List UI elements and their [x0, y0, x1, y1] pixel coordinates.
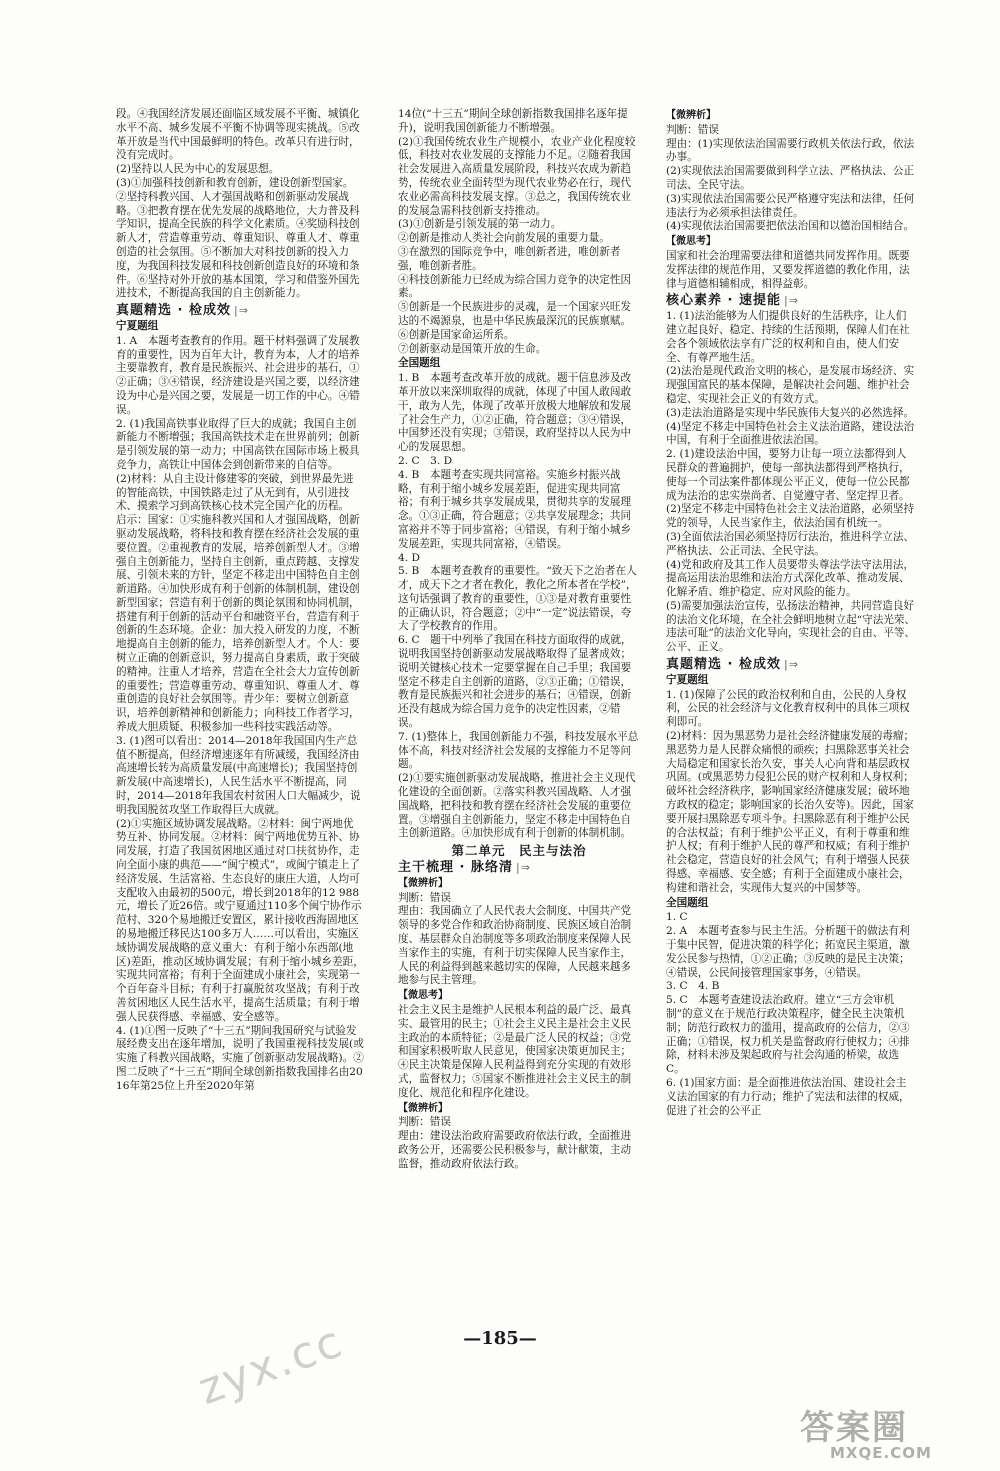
- paragraph: (3)①创新是引领发展的第一动力。: [398, 218, 562, 231]
- answer-item: (2)①要实施创新驱动发展战略，推进社会主义现代化建设的全面创新。②落实科教兴国战略、人才强国战略，把科技和教育摆在经济社会发展的重要位置。③增强自主创新能力，坚定不移走中国特色自主创新道路。④加快形成有利于创新的体制机制。: [398, 772, 636, 840]
- answer-item: 5. B 本题考查教育的重要性。“致天下之治者在人才，成天下之才者在教化，教化之所本者在学校”，这句话强调了教育的重要性，①③是对教育重要性的正确认识，符合题意；②中“一定”说法错误，夸大了学校教育的作用。: [398, 565, 637, 633]
- paragraph: 理由：建设法治政府需要政府依法行政，全面推进政务公开，还需要公民积极参与，献计献策，主动监督，推动政府依法行政。: [398, 1130, 632, 1170]
- paragraph: (2)①我国传统农业生产规模小，农业产业化程度较低，科技对农业发展的支撑能力不足。②随着我国社会发展进入高质量发展阶段，科技兴农成为新趋势，传统农业全面转型为现代农业势必在行，现代农业必需高科技发展支撑。③总之，我国传统农业的发展急需科技创新支持推动。: [398, 135, 636, 217]
- arrow-icon: |⇒: [784, 294, 799, 308]
- answer-item: 2. (1)建设法治中国，要努力让每一项立法都得到人民群众的普遍拥护，使每一部执法都得到严格执行，使每一个司法案件都体现公平正义，使每一位公民都成为法治的忠实崇尚者、自觉遵守者、坚定捍卫者。: [666, 448, 910, 502]
- section-heading: 主干梳理 · 脉络清 |⇒: [398, 860, 531, 876]
- answer-item: 7. (1)整体上，我国创新能力不强，科技发展水平总体不高，科技对经济社会发展的支撑能力不足等问题。: [398, 730, 639, 771]
- section-heading: 真题精选 · 检成效 |⇒: [666, 657, 799, 673]
- answer-item: (2)法治是现代政治文明的核心，是发展市场经济、实现强国富民的基本保障，是解决社会问题、维护社会稳定、实现社会正义的有效方式。: [666, 365, 915, 405]
- watermark-text: zyx.cc: [191, 1315, 350, 1416]
- arrow-icon: |⇒: [234, 304, 249, 318]
- answer-item: (3)全面依法治国必须坚持厉行法治，推进科学立法、严格执法、公正司法、全民守法。: [666, 530, 915, 557]
- answer-item: (2)①实施区域协调发展战略。②材料：闽宁两地优势互补、协同发展。②材料：闽宁两地优势互补、协同发展，打造了我国贫困地区通过对口扶贫协作，走向全面小康的典范——“闽宁模式”，或闽宁镇走上了经济发展、生活富裕、生态良好的康庄大道，人均可支配收入由最初的500元，增长到2018年的12 988元，增长了近26倍。或宁夏通过110多个闽宁协作示范村、320个易地搬迁安置区，累计接收西海固地区的易地搬迁移民达100多万人……可以看出，实施区域协调发展战略的意义重大：有利于缩小东西部(地区)差距，推动区域协调发展；有利于缩小城乡差距，实现共同富裕；有利于全面建成小康社会，实现第一个百年奋斗目标；有利于打赢脱贫攻坚战；有利于改善贫困地区人民生活水平，提高生活质量；有利于增强人民获得感、幸福感、安全感等。: [116, 817, 364, 1023]
- answer-item: 启示：国家：①实施科教兴国和人才强国战略，创新驱动发展战略，将科技和教育摆在经济社会发展的重要位置。②重视教育的发展，培养创新型人才。③增强自主创新能力，坚持自主创新，重点跨越、支撑发展、引领未来的方针，坚定不移走出中国特色自主创新道路。④加快形成有利于创新的体制机制，建设创新型国家；营造有利于创新的舆论氛围和协同机制，搭建有利于创新的活动平台和融资平台，营造有利于创新的生态环境。企业：加大投入研发的力度，不断地提高自主创新的能力，培养创新型人才。个人：要树立正确的创新意识，努力提高自身素质，敢于突破的精神。注重人才培养，营造在全社会大力宣传创新的重要性；营造尊重劳动、尊重知识、尊重人才、尊重创造的良好社会氛围等。青少年：要树立创新意识，培养创新精神和创新能力；向科技工作者学习，养成大胆质疑、积极参加一些科技实践活动等。: [116, 514, 360, 734]
- arrow-icon: |⇒: [516, 861, 531, 875]
- paragraph: 判断：错误: [666, 123, 719, 136]
- answer-item: 3. C 4. B: [666, 980, 720, 993]
- section-heading: 核心素养 · 速提能 |⇒: [666, 293, 799, 309]
- paragraph: 判断：错误: [398, 891, 451, 904]
- subsection-heading: 全国题组: [666, 896, 709, 909]
- answer-item: 4. (1)①图一反映了“十三五”期间我国研究与试验发展经费支出在逐年增加，说明了我国重视科技发展(或实施了科教兴国战略，实施了创新驱动发展战略)。②图二反映了“十三五”期间全球创新指数我国排名由2016年第25位上升至2020年第: [116, 1024, 364, 1092]
- answer-item: (4)党和政府及其工作人员要带头尊法学法守法用法，提高运用法治思维和法治方式深化改革、推动发展、化解矛盾、维护稳定、应对风险的能力。: [666, 558, 915, 599]
- answer-item: 6. (1)国家方面：是全面推进依法治国、建设社会主义法治国家的有力行动；维护了宪法和法律的权威，促进了社会的公平正: [666, 1076, 910, 1117]
- section-heading: 真题精选 · 检成效 |⇒: [116, 303, 249, 319]
- tag-label: 【微辨析】: [666, 110, 716, 121]
- subsection-heading: 宁夏题组: [116, 319, 159, 332]
- answer-item: 4. B 本题考查实现共同富裕。实施乡村振兴战略，有利于缩小城乡发展差距，促进实现共同富裕；有利于城乡共享发展成果，贯彻共享的发展理念。①③正确，符合题意；②共享发展理念；共同富裕并不等于同步富裕；④错误，有利于缩小城乡发展差距，实现共同富裕，④错误。: [398, 468, 632, 550]
- tag-label: 【微思考】: [666, 236, 716, 248]
- paragraph: 理由：(1)实现依法治国需要行政机关依法行政，依法办事。: [666, 137, 915, 164]
- answer-item: 2. C 3. D: [398, 454, 453, 467]
- paragraph: ③在激烈的国际竞争中，唯创新者进，唯创新者强，唯创新者胜。: [398, 245, 621, 272]
- tag-label: 【微思考】: [398, 990, 448, 1002]
- paragraph: ⑥创新是国家命运所系。: [398, 328, 515, 341]
- paragraph: 国家和社会治理需要法律和道德共同发挥作用。既要发挥法律的规范作用，又要发挥道德的教化作用，法律与道德相辅相成，相得益彰。: [666, 249, 910, 290]
- answer-item: 1. (1)保障了公民的政治权利和自由，公民的人身权利，公民的社会经济与文化教育权利中的具体三项权利即可。: [666, 688, 910, 729]
- subsection-heading: 宁夏题组: [666, 673, 709, 686]
- logo-text: 答案圈: [800, 1408, 908, 1448]
- answer-item: 1. A 本题考查教育的作用。题干材料强调了发展教育的重要性，因为百年大计，教育为本，人才的培养主要靠教育，教育是民族振兴、社会进步的基石，①②正确；③④错误，经济建设是兴国之要，以经济建设为中心是兴国之要，发展是一切工作的中心。④错误。: [116, 334, 360, 416]
- watermark-logo: [800, 1400, 970, 1462]
- subsection-heading: 全国题组: [398, 357, 441, 370]
- paragraph: (2)实现依法治国需要做到科学立法、严格执法、公正司法、全民守法。: [666, 165, 915, 191]
- page-number: —185—: [463, 1328, 537, 1349]
- unit-title: 第二单元 民主与法治: [451, 843, 587, 859]
- answer-item: 5. C 本题考查建设法治政府。建立“三方会审机制”的意义在于规范行政决策程序，健全民主决策机制；防范行政权力的滥用，提高政府的公信力，②③正确；①错误，权力机关是监督政府行使权力；④排除，材料未涉及架起政府与社会沟通的桥梁，故选C。: [666, 994, 910, 1076]
- answer-item: (2)坚定不移走中国特色社会主义法治道路，必须坚持党的领导，人民当家作主，依法治国有机统一。: [666, 503, 915, 530]
- answer-item: (2)材料：从自主设计修建零的突破，到世界最先进的智能高铁，中国铁路走过了从无到有，从引进技术、摸索学习到高铁核心技术完全国产化的历程。: [116, 472, 354, 513]
- paragraph: 理由：我国确立了人民代表大会制度、中国共产党领导的多党合作和政治协商制度、民族区域自治制度、基层群众自治制度等多项政治制度来保障人民当家作主的实施，有利于切实保障人民当家作主，人民的利益得到越来越切实的保障，人民越来越多地参与民主管理。: [398, 905, 632, 987]
- paragraph: ④科技创新能力已经成为综合国力竞争的决定性因素。: [398, 273, 632, 300]
- answer-item: (2)材料：因为黑恶势力是社会经济健康发展的毒瘤；黑恶势力是人民群众痛恨的顽疾；扫黑除恶事关社会大局稳定和国家长治久安，事关人心向背和基层政权巩固。(或黑恶势力侵犯公民的财产权利和人身权利；破坏社会经济秩序，影响国家经济健康发展；破坏地方政权的稳定；影响国家的长治久安等)。因此，国家要开展扫黑除恶专项斗争。扫黑除恶有利于维护公民的合法权益；有利于维护公平正义，有利于尊重和维护人权；有利于维护人民的尊严和权威；有利于维护社会稳定，营造良好的社会风气；有利于增强人民获得感、幸福感、安全感；有利于全面建成小康社会，构建和谐社会，实现伟大复兴的中国梦等。: [666, 730, 915, 894]
- answer-item: 6. C 题干中列举了我国在科技方面取得的成就，说明我国坚持创新驱动发展战略取得了显著成效；说明关键核心技术一定要掌握在自己手里；我国要坚定不移走自主创新的道路，②③正确；①错误，教育是民族振兴和社会进步的基石；④错误，创新还没有越成为综合国力竞争的决定性因素，②错误。: [398, 634, 632, 730]
- answer-item: 4. D: [398, 551, 420, 564]
- paragraph: ⑤创新是一个民族进步的灵魂，是一个国家兴旺发达的不竭源泉，也是中华民族最深沉的民族禀赋。: [398, 301, 632, 327]
- paragraph: (3)①加强科技创新和教育创新，建设创新型国家。②坚持科教兴国、人才强国战略和创新驱动发展战略。③把教育摆在优先发展的战略地位，大力普及科学知识，提高全民族的科学文化素质。④奖励科技创新人才，营造尊重劳动、尊重知识、尊重人才、尊重创造的社会氛围。⑤不断加大对科技创新的投入力度，为我国科技发展和科技创新创造良好的环境和条件。⑥坚持对外开放的基本国策，学习和借鉴外国先进技术，不断提高我国的自主创新能力。: [116, 176, 360, 300]
- paragraph: (4)实现依法治国需要把依法治国和以德治国相结合。: [666, 220, 915, 233]
- logo-domain: MXQE.COM: [830, 1444, 932, 1462]
- paragraph: 社会主义民主是维护人民根本利益的最广泛、最真实、最管用的民主；①社会主义民主是社会主义民主政治的本质特征；②是最广泛人民的权益；③党和国家积极听取人民意见，使国家决策更加民主；④民主决策是保障人民利益得到充分实现的有效形式，监督权力；⑤国家不断推进社会主义民主的制度化、规范化和程序化建设。: [398, 1004, 632, 1099]
- paragraph: 判断：错误: [398, 1116, 451, 1129]
- answer-item: 1. (1)法治能够为人们提供良好的生活秩序，让人们建立起良好、稳定、持续的生活预期，保障人们在社会各个领域依法享有广泛的权利和自由，使人们安全、有尊严地生活。: [666, 310, 910, 364]
- tag-label: 【微辨析】: [398, 1102, 448, 1114]
- paragraph: (3)实现依法治国需要公民严格遵守宪法和法律，任何违法行为必须承担法律责任。: [666, 192, 915, 219]
- paragraph: ⑦创新驱动是国策开放的生命。: [398, 342, 547, 355]
- paragraph: ②创新是推动人类社会向前发展的重要力量。: [398, 232, 610, 245]
- answer-item: (4)坚定不移走中国特色社会主义法治道路，建设法治中国，有利于全面推进依法治国。: [666, 420, 915, 447]
- paragraph: 段。④我国经济发展还面临区域发展不平衡、城镇化水平不高、城乡发展不平衡不协调等现实挑战。⑤改革开放是当代中国最鲜明的特色。改革只有进行时，没有完成时。: [116, 108, 360, 162]
- column-left: [116, 108, 364, 1094]
- paragraph: 14位(“十三五”期间全球创新指数我国排名逐年提升)，说明我国创新能力不断增强。: [398, 108, 628, 134]
- answer-item: (3)走法治道路是实现中华民族伟大复兴的必然选择。: [666, 406, 915, 419]
- arrow-icon: |⇒: [784, 658, 799, 672]
- tag-label: 【微辨析】: [398, 877, 448, 889]
- column-right: [666, 108, 916, 1118]
- answer-item: 2. (1)我国高铁事业取得了巨大的成就；我国自主创新能力不断增强；我国高铁技术走在世界前列；创新是引领发展的第一动力；中国高铁在国际市场上极具竞争力，高铁让中国体会到创新带来的自信等。: [116, 417, 360, 471]
- answer-item: (5)需要加强法治宣传，弘扬法治精神，共同营造良好的法治文化环境，在全社会鲜明地树立起“守法光荣、违法可耻”的法治文化导向，实现社会的自由、平等、公平、正义。: [666, 599, 916, 654]
- answer-item: 1. C: [666, 911, 688, 924]
- answer-item: 2. A 本题考查参与民主生活。分析题干的做法有利于集中民智，促进决策的科学化；拓宽民主渠道，激发公民参与热情，①②正确；③反映的是民主决策；④错误，公民间接管理国家事务，④错误。: [666, 925, 910, 979]
- column-middle: [398, 108, 640, 1172]
- paragraph: (2)坚持以人民为中心的发展思想。: [116, 163, 280, 176]
- answer-item: 1. B 本题考查改革开放的成就。题干信息涉及改革开放以来深圳取得的成就，体现了中国人敢闯敢干，敢为人先，体现了改革开放极大地解放和发展了社会生产力，①②正确，符合题意；③④错误，中国梦还没有实现；③错误，政府坚持以人民为中心的发展思想。: [398, 372, 632, 454]
- answer-item: 3. (1)图可以看出：2014—2018年我国国内生产总值不断提高，但经济增速逐年有所减缓，我国经济由高速增长转为高质量发展(中高速增长)；我国坚持创新发展(中高速增长)，人民生活水平不断提高，同时，2014—2018年我国农村贫困人口大幅减少，说明我国脱贫攻坚工作取得巨大成就。: [116, 734, 361, 816]
